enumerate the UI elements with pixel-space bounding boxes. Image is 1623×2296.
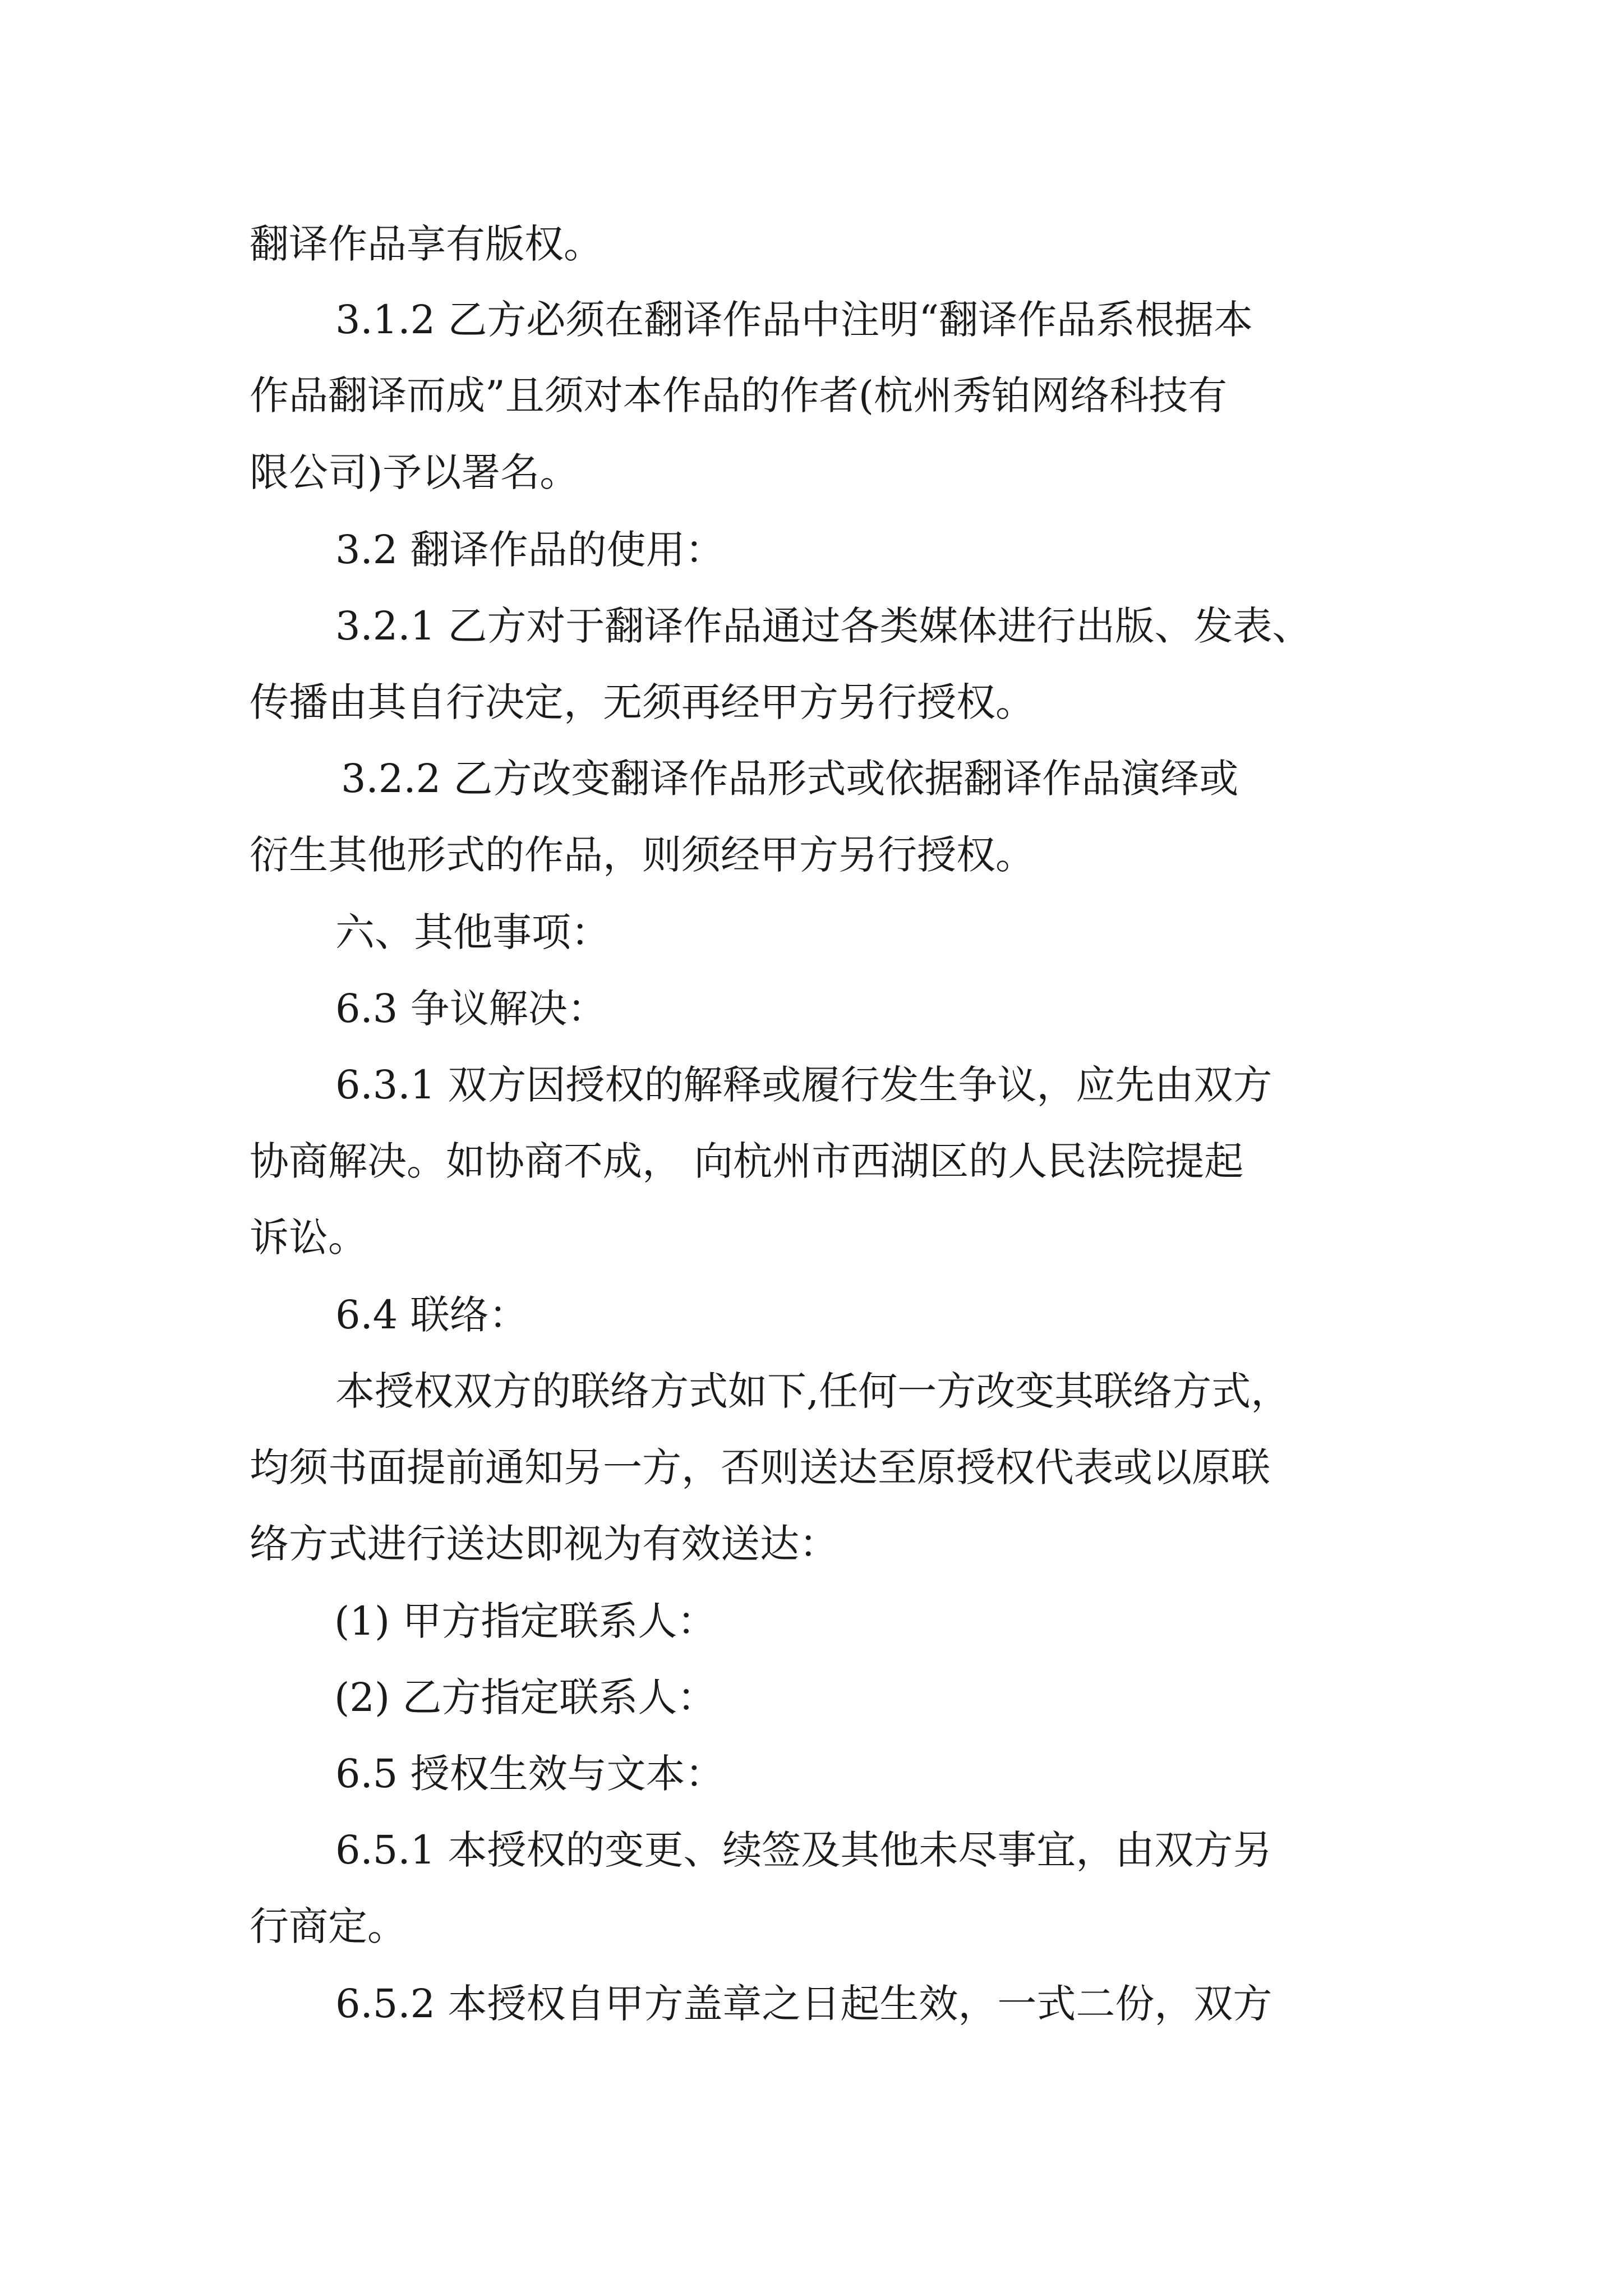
text-line: 行商定。 <box>250 1903 407 1949</box>
text-line: 协商解决。如协商不成， 向杭州市西湖区的人民法院提起 <box>250 1138 1244 1184</box>
text-line: 六、其他事项： <box>335 909 610 955</box>
text-line: 作品翻译而成”且须对本作品的作者(杭州秀铂网络科技有 <box>250 372 1228 418</box>
text-line: 3.2 翻译作品的使用： <box>335 527 725 573</box>
text-line: (1) 甲方指定联系人： <box>334 1598 717 1644</box>
text-line: 6.5.2 本授权自甲方盖章之日起生效，一式二份，双方 <box>335 1981 1272 2027</box>
text-line: 络方式进行送达即视为有效送达： <box>250 1521 838 1567</box>
text-line: 3.1.2 乙方必须在翻译作品中注明“翻译作品系根据本 <box>335 297 1253 343</box>
text-line: 均须书面提前通知另一方，否则送达至原授权代表或以原联 <box>250 1444 1270 1490</box>
text-line: (2) 乙方指定联系人： <box>334 1674 717 1720</box>
text-line: 6.3 争议解决： <box>335 986 607 1032</box>
text-line: 本授权双方的联络方式如下,任何一方改变其联络方式， <box>335 1368 1290 1414</box>
text-line: 传播由其自行决定，无须再经甲方另行授权。 <box>250 679 1035 725</box>
text-line: 6.3.1 双方因授权的解释或履行发生争议，应先由双方 <box>335 1062 1272 1108</box>
text-line: 衍生其他形式的作品，则须经甲方另行授权。 <box>250 832 1035 878</box>
text-line: 6.5.1 本授权的变更、续签及其他未尽事宜，由双方另 <box>335 1827 1272 1873</box>
text-line: 3.2.2 乙方改变翻译作品形式或依据翻译作品演绎或 <box>341 756 1239 802</box>
text-line: 6.4 联络： <box>335 1292 528 1338</box>
text-line: 翻译作品享有版权。 <box>250 221 603 267</box>
text-line: 3.2.1 乙方对于翻译作品通过各类媒体进行出版、发表、 <box>335 603 1312 649</box>
text-line: 限公司)予以署名。 <box>250 449 579 495</box>
text-line: 6.5 授权生效与文本： <box>335 1751 725 1797</box>
text-line: 诉讼。 <box>250 1214 367 1260</box>
